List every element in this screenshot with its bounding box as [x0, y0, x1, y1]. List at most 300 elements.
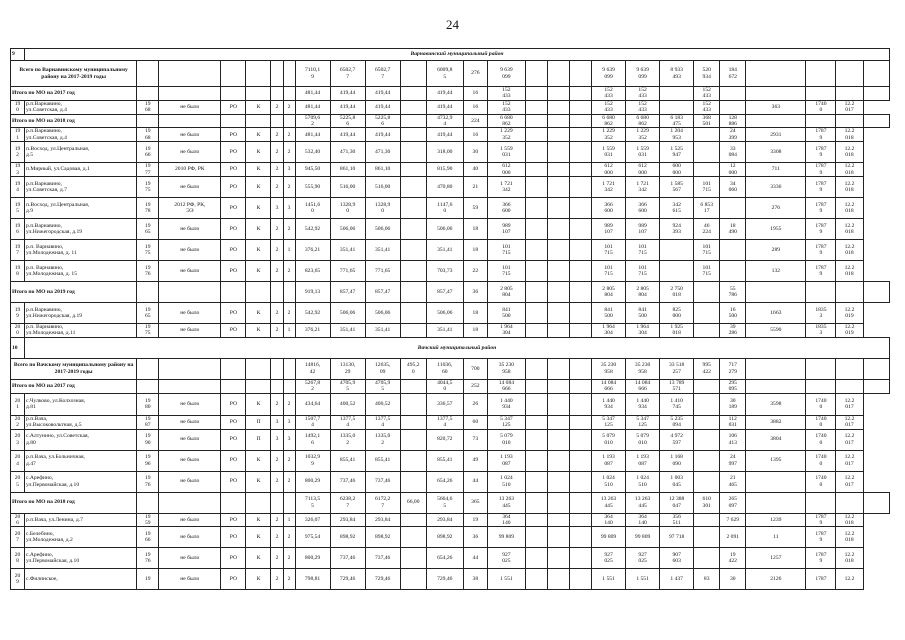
- table-cell: 101 715: [626, 261, 660, 282]
- address-cell: р.п.Варнавино, ул.Нижегородская, д.19: [25, 219, 137, 240]
- table-cell: 6009,8 5: [426, 61, 463, 87]
- table-cell: [400, 429, 426, 450]
- table-cell: 1328,9 0: [365, 198, 400, 219]
- table-cell: 30: [463, 142, 487, 163]
- table-cell: не было: [159, 548, 221, 569]
- table-cell: [400, 100, 426, 114]
- table-cell: 2: [283, 128, 295, 142]
- table-cell: [863, 282, 890, 303]
- table-cell: 101 715: [626, 240, 660, 261]
- table-cell: [525, 142, 547, 163]
- table-cell: К: [246, 303, 271, 324]
- table-cell: 6 680 862: [487, 114, 525, 128]
- section-number: 9: [11, 49, 25, 61]
- table-cell: 1787 9: [806, 219, 836, 240]
- table-cell: 73: [463, 429, 487, 450]
- table-cell: 1787 9: [806, 177, 836, 198]
- table-cell: не было: [159, 240, 221, 261]
- table-cell: [547, 324, 569, 338]
- table-cell: 2931: [746, 128, 806, 142]
- table-cell: [569, 303, 591, 324]
- table-cell: [569, 219, 591, 240]
- table-cell: 700: [463, 358, 487, 379]
- table-cell: 295 095: [720, 379, 746, 393]
- table-cell: 19 90: [137, 429, 159, 450]
- table-cell: 19 78: [137, 198, 159, 219]
- table-cell: [400, 128, 426, 142]
- table-cell: 711: [746, 163, 806, 177]
- table-cell: 3804: [746, 429, 806, 450]
- table-cell: не было: [159, 393, 221, 415]
- table-cell: 19: [463, 513, 487, 527]
- table-cell: [569, 177, 591, 198]
- table-cell: [525, 282, 547, 303]
- table-cell: [806, 87, 836, 101]
- table-cell: К: [246, 100, 271, 114]
- table-cell: [569, 393, 591, 415]
- table-cell: 184 672: [720, 61, 746, 87]
- table-cell: 99 809: [592, 527, 626, 548]
- table-cell: не было: [159, 527, 221, 548]
- table-cell: [400, 198, 426, 219]
- table-cell: 19 96: [137, 450, 159, 471]
- table-cell: [806, 114, 836, 128]
- table-cell: [806, 379, 836, 393]
- table-cell: 132: [746, 261, 806, 282]
- table-cell: [694, 282, 720, 303]
- table-cell: 35 230 958: [487, 358, 525, 379]
- table-cell: 857,47: [330, 282, 365, 303]
- table-cell: [400, 163, 426, 177]
- table-cell: 506,06: [365, 303, 400, 324]
- table-cell: 506,06: [330, 219, 365, 240]
- table-cell: 1955: [746, 219, 806, 240]
- table-cell: [137, 61, 159, 87]
- table-cell: 2: [283, 569, 295, 590]
- table-cell: 14 084 666: [487, 379, 525, 393]
- table-cell: 376,21: [295, 324, 330, 338]
- table-cell: 9 639 099: [487, 61, 525, 87]
- table-cell: 19 75: [137, 324, 159, 338]
- table-cell: 855,41: [330, 450, 365, 471]
- table-cell: 38: [463, 569, 487, 590]
- table-cell: 924 393: [660, 219, 694, 240]
- table-cell: 1 559 031: [626, 142, 660, 163]
- table-cell: 16: [463, 128, 487, 142]
- table-cell: 1740 0: [806, 100, 836, 114]
- table-cell: 152 433: [592, 87, 626, 101]
- table-cell: 351,41: [426, 240, 463, 261]
- address-cell: п.Мирный, ул.Садовая, д.1: [25, 163, 137, 177]
- table-cell: 555,90: [295, 177, 330, 198]
- table-cell: [569, 142, 591, 163]
- table-cell: К: [246, 450, 271, 471]
- table-cell: 1377,5 4: [365, 415, 400, 429]
- table-cell: [746, 61, 806, 87]
- table-cell: РО: [221, 429, 246, 450]
- table-cell: [221, 282, 246, 303]
- table-cell: [400, 548, 426, 569]
- table-cell: 9 639 099: [626, 61, 660, 87]
- table-cell: 60: [463, 415, 487, 429]
- table-cell: [547, 393, 569, 415]
- table-cell: 1032,9 9: [295, 450, 330, 471]
- table-cell: 14816, 42: [295, 358, 330, 379]
- table-cell: [547, 358, 569, 379]
- table-cell: 419,44: [330, 87, 365, 101]
- table-cell: [547, 142, 569, 163]
- table-cell: 19 76: [137, 471, 159, 492]
- table-cell: РО: [221, 450, 246, 471]
- table-cell: [525, 429, 547, 450]
- table-cell: 19 8: [11, 261, 25, 282]
- table-cell: 2 805 804: [626, 282, 660, 303]
- house-row: [11, 163, 890, 177]
- table-cell: 101 715: [694, 177, 720, 198]
- table-cell: [547, 513, 569, 527]
- table-cell: 841 500: [626, 303, 660, 324]
- table-cell: 542,92: [295, 303, 330, 324]
- table-cell: [525, 261, 547, 282]
- table-cell: [694, 303, 720, 324]
- table-cell: 3: [283, 163, 295, 177]
- table-cell: 841 500: [592, 303, 626, 324]
- table-cell: 2: [271, 100, 283, 114]
- table-cell: 1 585 567: [660, 177, 694, 198]
- table-cell: 2: [283, 548, 295, 569]
- table-cell: 12.2 019: [836, 324, 863, 338]
- table-cell: 1 964 304: [592, 324, 626, 338]
- table-cell: К: [246, 324, 271, 338]
- table-cell: 12 000: [720, 163, 746, 177]
- table-cell: 771,65: [365, 261, 400, 282]
- table-cell: [836, 358, 863, 379]
- table-cell: 729,46: [426, 569, 463, 590]
- table-cell: 12.2 018: [836, 219, 863, 240]
- table-cell: 2: [271, 393, 283, 415]
- address-cell: р.п.Вача, ул.Ленина, д.7: [25, 513, 137, 527]
- table-cell: 471,30: [365, 142, 400, 163]
- table-cell: 1: [283, 240, 295, 261]
- table-cell: 101 715: [694, 261, 720, 282]
- table-cell: [694, 128, 720, 142]
- table-cell: [159, 358, 221, 379]
- table-cell: [569, 128, 591, 142]
- table-cell: [159, 61, 221, 87]
- table-cell: 12.2 017: [836, 393, 863, 415]
- table-cell: [547, 163, 569, 177]
- table-cell: 18: [463, 303, 487, 324]
- table-cell: 2: [271, 450, 283, 471]
- annual-total-row: [11, 492, 890, 513]
- table-cell: 66,00: [400, 492, 426, 513]
- table-cell: [159, 87, 221, 101]
- table-cell: [836, 61, 863, 87]
- table-cell: [547, 379, 569, 393]
- table-cell: 318,00: [426, 142, 463, 163]
- table-cell: 2: [271, 261, 283, 282]
- table-cell: [660, 100, 694, 114]
- table-cell: 1740 0: [806, 393, 836, 415]
- house-row: [11, 527, 890, 548]
- table-cell: 276: [746, 198, 806, 219]
- table-cell: [283, 282, 295, 303]
- table-cell: [400, 569, 426, 590]
- table-cell: 2 750 018: [660, 282, 694, 303]
- table-cell: [547, 61, 569, 87]
- table-cell: [525, 128, 547, 142]
- table-cell: 22: [463, 261, 487, 282]
- table-cell: [569, 114, 591, 128]
- table-cell: 1 229 352: [592, 128, 626, 142]
- table-cell: 1 168 090: [660, 450, 694, 471]
- table-cell: [863, 358, 890, 379]
- table-cell: [694, 548, 720, 569]
- house-row: [11, 324, 890, 338]
- table-cell: 20 3: [11, 429, 25, 450]
- table-cell: 19 87: [137, 415, 159, 429]
- table-cell: 19 66: [137, 527, 159, 548]
- table-cell: 19: [137, 569, 159, 590]
- table-cell: 506,06: [365, 219, 400, 240]
- table-cell: [806, 282, 836, 303]
- house-row: [11, 240, 890, 261]
- table-cell: 2 805 804: [592, 282, 626, 303]
- table-cell: 5590: [746, 324, 806, 338]
- section-title: Варнавинский муниципальный район: [25, 49, 890, 61]
- table-cell: 1 193 087: [487, 450, 525, 471]
- table-cell: К: [246, 261, 271, 282]
- table-cell: 12.2 018: [836, 261, 863, 282]
- table-cell: К: [246, 219, 271, 240]
- table-cell: 1335,0 2: [330, 429, 365, 450]
- table-cell: 19 4: [11, 177, 25, 198]
- table-cell: 1787: [806, 569, 836, 590]
- table-cell: 8 933 493: [660, 61, 694, 87]
- table-cell: 419,44: [426, 100, 463, 114]
- table-cell: [836, 114, 863, 128]
- table-cell: 1492,1 6: [295, 429, 330, 450]
- table-cell: [221, 492, 246, 513]
- table-cell: 1663: [746, 303, 806, 324]
- table-cell: [660, 87, 694, 101]
- table-cell: 293,84: [365, 513, 400, 527]
- table-cell: [694, 324, 720, 338]
- table-cell: [525, 450, 547, 471]
- table-cell: [400, 471, 426, 492]
- address-cell: с.Филинское,: [25, 569, 137, 590]
- table-cell: РО: [221, 393, 246, 415]
- house-row: [11, 429, 890, 450]
- table-cell: [694, 471, 720, 492]
- table-cell: 128 886: [720, 114, 746, 128]
- table-cell: 2: [283, 142, 295, 163]
- table-cell: 506,06: [426, 219, 463, 240]
- table-cell: [525, 415, 547, 429]
- table-cell: [525, 177, 547, 198]
- table-cell: [547, 303, 569, 324]
- table-cell: 1 525 947: [660, 142, 694, 163]
- table-cell: 542,92: [295, 219, 330, 240]
- table-cell: [283, 492, 295, 513]
- table-cell: не было: [159, 177, 221, 198]
- table-cell: 2 805 804: [487, 282, 525, 303]
- table-cell: 5 079 010: [592, 429, 626, 450]
- table-cell: 363: [746, 100, 806, 114]
- table-cell: 4732,9 4: [426, 114, 463, 128]
- table-cell: 1740 0: [806, 429, 836, 450]
- address-cell: п.Восход, ул.Центральная, д.5: [25, 142, 137, 163]
- table-cell: 3336: [746, 177, 806, 198]
- table-cell: П: [246, 429, 271, 450]
- table-cell: 99 809: [487, 527, 525, 548]
- table-cell: не было: [159, 450, 221, 471]
- table-cell: РО: [221, 324, 246, 338]
- table-cell: 481,44: [295, 128, 330, 142]
- table-cell: 1 721 342: [592, 177, 626, 198]
- table-cell: 5709,6 2: [295, 114, 330, 128]
- table-cell: 24 997: [720, 450, 746, 471]
- table-cell: [525, 358, 547, 379]
- table-cell: [569, 100, 591, 114]
- table-cell: 20 1: [11, 393, 25, 415]
- table-cell: [547, 114, 569, 128]
- table-cell: 2: [271, 303, 283, 324]
- table-cell: 18: [463, 219, 487, 240]
- table-cell: [137, 492, 159, 513]
- table-cell: РО: [221, 198, 246, 219]
- table-cell: 20 6: [11, 513, 25, 527]
- table-cell: 12.2 018: [836, 142, 863, 163]
- table-cell: [746, 492, 806, 513]
- table-cell: [137, 379, 159, 393]
- table-cell: 532,40: [295, 142, 330, 163]
- table-cell: РО: [221, 513, 246, 527]
- table-cell: К: [246, 198, 271, 219]
- table-cell: 364 140: [487, 513, 525, 527]
- table-cell: 1835 3: [806, 324, 836, 338]
- table-cell: 342 615: [660, 198, 694, 219]
- table-cell: [400, 527, 426, 548]
- table-cell: [525, 393, 547, 415]
- table-cell: 2: [283, 177, 295, 198]
- table-cell: [720, 261, 746, 282]
- table-cell: [400, 450, 426, 471]
- address-cell: р.п.Варнавино, ул.Нижегородская, д.19: [25, 303, 137, 324]
- house-row: [11, 548, 890, 569]
- table-cell: [660, 240, 694, 261]
- district-total-row: [11, 358, 890, 379]
- table-cell: 11: [746, 527, 806, 548]
- table-cell: 1 721 342: [487, 177, 525, 198]
- table-cell: 1451,6 0: [295, 198, 330, 219]
- house-row: [11, 471, 890, 492]
- table-cell: 654,26: [426, 548, 463, 569]
- table-cell: 356 511: [660, 513, 694, 527]
- table-cell: 276: [463, 61, 487, 87]
- table-cell: 1 410 745: [660, 393, 694, 415]
- table-cell: 19 75: [137, 177, 159, 198]
- table-cell: 35 230 958: [626, 358, 660, 379]
- address-cell: р.п. Варнавино, ул.Молодежная, д. 11: [25, 240, 137, 261]
- table-cell: 365: [463, 492, 487, 513]
- table-cell: 1377,5 4: [426, 415, 463, 429]
- annual-total-row: [11, 114, 890, 128]
- table-cell: не было: [159, 100, 221, 114]
- table-cell: 907 603: [660, 548, 694, 569]
- table-cell: 20 0: [11, 324, 25, 338]
- table-cell: РО: [221, 177, 246, 198]
- table-cell: 7113,5 5: [295, 492, 330, 513]
- table-cell: [547, 261, 569, 282]
- house-row: [11, 415, 890, 429]
- table-cell: 5225,8 6: [330, 114, 365, 128]
- table-cell: К: [246, 569, 271, 590]
- table-cell: 19 0: [11, 100, 25, 114]
- table-cell: 2: [271, 548, 283, 569]
- table-cell: 12.2 018: [836, 527, 863, 548]
- table-cell: [525, 569, 547, 590]
- table-cell: [547, 569, 569, 590]
- table-cell: РО: [221, 569, 246, 590]
- house-row: [11, 569, 890, 590]
- total-label: Итого по МО на 2018 год: [11, 492, 137, 513]
- table-cell: [246, 114, 271, 128]
- table-cell: [159, 379, 221, 393]
- address-cell: с.Алтунино, ул.Советская, д.80: [25, 429, 137, 450]
- table-cell: 152 433: [626, 87, 660, 101]
- table-cell: 2: [283, 303, 295, 324]
- table-cell: [569, 324, 591, 338]
- table-cell: [525, 198, 547, 219]
- table-cell: [746, 87, 806, 101]
- table-cell: РО: [221, 128, 246, 142]
- table-cell: РО: [221, 261, 246, 282]
- table-cell: [271, 358, 283, 379]
- table-cell: 83: [694, 569, 720, 590]
- table-cell: 516,00: [330, 177, 365, 198]
- table-cell: 12.2 017: [836, 450, 863, 471]
- table-cell: 2: [271, 527, 283, 548]
- table-cell: 2: [283, 261, 295, 282]
- house-row: [11, 261, 890, 282]
- address-cell: р.п. Варнавино, ул.Молодежная, д. 15: [25, 261, 137, 282]
- table-cell: [400, 282, 426, 303]
- table-cell: 400,52: [330, 393, 365, 415]
- section-header-row: [11, 337, 890, 358]
- table-cell: 419,44: [426, 87, 463, 101]
- table-cell: 419,44: [330, 100, 365, 114]
- table-cell: [525, 527, 547, 548]
- annual-total-row: [11, 87, 890, 101]
- table-cell: 12.2 018: [836, 240, 863, 261]
- table-cell: 419,44: [365, 100, 400, 114]
- table-cell: [271, 492, 283, 513]
- table-cell: 20 9: [11, 569, 25, 590]
- table-cell: [525, 324, 547, 338]
- table-cell: 44: [463, 548, 487, 569]
- table-cell: 600 000: [660, 163, 694, 177]
- table-cell: 5225,8 6: [365, 114, 400, 128]
- table-cell: [569, 471, 591, 492]
- table-cell: 1 024 510: [487, 471, 525, 492]
- table-cell: 19 68: [137, 100, 159, 114]
- table-cell: 16: [463, 100, 487, 114]
- table-cell: [720, 87, 746, 101]
- table-cell: 12.2 018: [836, 163, 863, 177]
- table-cell: 9 639 099: [592, 61, 626, 87]
- table-cell: 112 031: [720, 415, 746, 429]
